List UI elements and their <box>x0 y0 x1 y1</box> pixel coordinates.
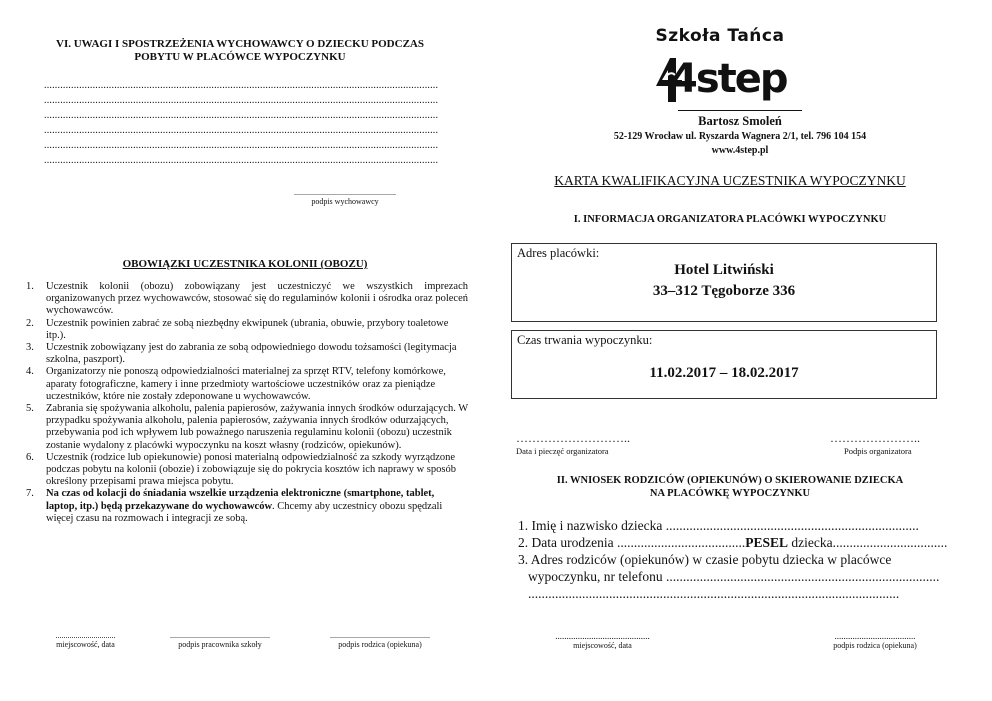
duty-text: . Chcemy aby uczestnicy obozu spędzali więcej czasu na rozmowach i integracji ze sobą. <box>46 500 443 524</box>
signature-line[interactable]: .............................. <box>55 631 116 640</box>
duty-number: 3. <box>26 342 34 354</box>
bottom-signature-parent <box>305 631 455 649</box>
bottom-signature-place-date <box>38 631 133 649</box>
school-name: Szkoła Tańca <box>655 26 785 46</box>
signature-line[interactable]: .................................................. <box>330 631 430 640</box>
section2-title-line2: NA PLACÓWKĘ WYPOCZYNKU <box>649 488 811 499</box>
duration-value: 11.02.2017 – 18.02.2017 <box>649 365 799 381</box>
remarks-title <box>30 38 450 64</box>
signature-caption: podpis rodzica (opiekuna) <box>833 641 917 650</box>
organizer-signature-line[interactable]: ………………….. <box>830 431 920 445</box>
section2-title <box>520 474 940 500</box>
signature-line[interactable]: .................................... <box>834 631 916 641</box>
remarks-lines[interactable] <box>44 78 456 168</box>
logo <box>648 54 808 110</box>
duty-text: Zabrania się spożywania alkoholu, palenia papierosów, zażywania innych środków odurzających. W przypadku spożywania alkoholu, palenia papierosów, zażywania innych środków odurzających, przebywania pod ich wpływem lub poważnego naruszenia regulaminu kolonii (obozu) uczestnik zostanie wydalony z placówki wypoczynku na koszt własny (rodziców, opiekunów). <box>46 403 468 451</box>
remarks-line[interactable]: .................................................................................................................................................. <box>44 125 439 136</box>
organizer-address: 52-129 Wrocław ul. Ryszarda Wagnera 2/1, tel. 796 104 154 <box>613 131 867 142</box>
section2-title-line1: II. WNIOSEK RODZICÓW (OPIEKUNÓW) O SKIEROWANIE DZIECKA <box>556 475 904 486</box>
signature-caption: podpis pracownika szkoły <box>178 640 262 649</box>
educator-signature-caption: podpis wychowawcy <box>311 197 379 206</box>
duties-list <box>24 281 468 525</box>
signature-caption: podpis rodzica (opiekuna) <box>338 640 422 649</box>
remarks-title-line1: VI. UWAGI I SPOSTRZEŻENIA WYCHOWAWCY O DZIECKU PODCZAS <box>56 38 424 50</box>
educator-signature-line[interactable]: ................................................... <box>294 188 396 197</box>
logo-underline <box>678 110 802 111</box>
remarks-line[interactable]: .................................................................................................................................................. <box>44 155 439 166</box>
duty-number: 1. <box>26 281 34 292</box>
bottom-signature-parent-right <box>810 631 940 650</box>
duty-number: 6. <box>26 451 34 463</box>
birthdate-pesel-field[interactable] <box>518 534 968 551</box>
hotel-address: 33–312 Tęgoborze 336 <box>652 283 796 299</box>
parents-phone-field[interactable]: wypoczynku, nr telefonu ................................................................................. <box>528 569 940 584</box>
child-name-field[interactable]: 1. Imię i nazwisko dziecka ........................................................................... <box>518 518 919 533</box>
remarks-title-line2: POBYTU W PLACÓWCE WYPOCZYNKU <box>134 51 346 63</box>
duty-text: Uczestnik powinien zabrać ze sobą niezbędny ekwipunek (ubrania, obuwie, przybory toaletowe itp.). <box>46 317 449 341</box>
duration-box <box>511 330 937 399</box>
duty-text: Uczestnik zobowiązany jest do zabrania ze sobą odpowiedniego dowodu tożsamości (legitymacja szkolna, paszport). <box>46 342 457 366</box>
pesel-dots: dziecka.................................. <box>788 535 948 550</box>
duty-text: Organizatorzy nie ponoszą odpowiedzialności materialnej za sprzęt RTV, telefony komórkowe, aparaty fotograficzne, kamery i inne przedmioty wartościowe uczestników oraz za pieniądze uczestników, które nie zostały zdeponowane u wychowawców. <box>46 366 446 402</box>
section1-title: I. INFORMACJA ORGANIZATORA PLACÓWKI WYPOCZYNKU <box>573 214 887 225</box>
remarks-line[interactable]: .................................................................................................................................................. <box>44 140 439 151</box>
duty-number: 4. <box>26 366 34 378</box>
organizer-stamp-caption: Data i pieczęć organizatora <box>516 446 609 456</box>
pesel-label: PESEL <box>745 535 788 550</box>
remarks-line[interactable]: .................................................................................................................................................. <box>44 80 439 91</box>
logo-text: 4step <box>670 56 787 102</box>
parent-request-fields <box>518 517 968 602</box>
signature-line[interactable]: .......................................... <box>555 631 650 641</box>
duty-item <box>24 318 468 342</box>
bottom-signature-school-staff <box>145 631 295 649</box>
remarks-line[interactable]: .................................................................................................................................................. <box>44 95 439 106</box>
duty-item <box>24 403 468 452</box>
duration-label: Czas trwania wypoczynku: <box>517 333 653 347</box>
duty-text: Uczestnik kolonii (obozu) zobowiązany jest uczestniczyć we wszystkich imprezach organizowanych przez wychowawców, stosować się do regulaminów kolonii i ośrodka oraz poleceń wychowawców. <box>46 281 468 317</box>
signature-caption: miejscowość, data <box>573 641 632 650</box>
address-label: Adres placówki: <box>517 246 600 260</box>
duty-item <box>24 281 468 318</box>
duty-number: 2. <box>26 317 34 329</box>
card-title: KARTA KWALIFIKACYJNA UCZESTNIKA WYPOCZYNKU <box>554 173 906 188</box>
duty-item <box>24 342 468 366</box>
duty-item <box>24 488 468 525</box>
hotel-name: Hotel Litwiński <box>674 262 774 278</box>
organizer-website: www.4step.pl <box>711 145 769 156</box>
address-box <box>511 243 937 322</box>
owner-name: Bartosz Smoleń <box>698 114 782 128</box>
organizer-signature-caption: Podpis organizatora <box>844 446 912 456</box>
duty-text-bold: Na czas od kolacji do śniadania wszelkie urządzenia elektroniczne (smartphone, tablet, laptop, itp.) będą przekazywane do wychowawców <box>46 488 435 512</box>
signature-caption: miejscowość, data <box>56 640 115 649</box>
extra-info-field[interactable]: .............................................................................................................. <box>528 586 900 601</box>
bottom-signature-place-date-right <box>530 631 675 650</box>
duties-title: OBOWIĄZKI UCZESTNIKA KOLONII (OBOZU) <box>122 258 368 270</box>
duty-number: 5. <box>26 403 34 415</box>
duty-item <box>24 452 468 489</box>
remarks-line[interactable]: .................................................................................................................................................. <box>44 110 439 121</box>
organizer-stamp <box>516 431 676 456</box>
parents-address-label: 3. Adres rodziców (opiekunów) w czasie pobytu dziecka w placówce <box>518 552 892 567</box>
birthdate-label: 2. Data urodzenia ...................................... <box>518 535 746 550</box>
duty-text: Uczestnik (rodzice lub opiekunowie) ponosi materialną odpowiedzialność za szkody wyrządzone podczas pobytu na kolonii (obozie) i zobowiązuje się do pokrycia kosztów ich naprawy w sposób określony przepisami prawa miejsca pobytu. <box>46 451 456 488</box>
organizer-signature <box>830 431 950 456</box>
educator-signature <box>270 188 420 206</box>
duty-number: 7. <box>26 488 34 500</box>
duty-item <box>24 366 468 403</box>
signature-line[interactable]: .................................................. <box>170 631 270 640</box>
organizer-stamp-line[interactable]: ……………………….. <box>516 431 630 445</box>
